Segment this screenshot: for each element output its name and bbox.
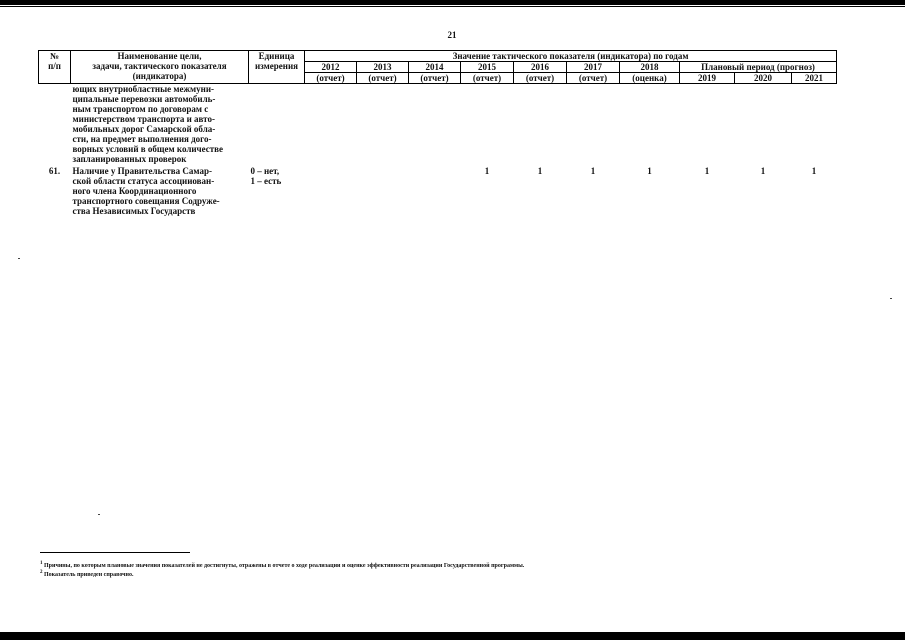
row-name	[71, 164, 249, 216]
row-name-line: ным транспортом по договорам с	[72, 104, 209, 114]
header-note-2014: (отчет)	[409, 73, 461, 84]
row-number	[39, 84, 71, 165]
scan-border-top	[0, 0, 905, 5]
value-2017	[567, 84, 620, 165]
header-note-2016: (отчет)	[514, 73, 567, 84]
value-2013	[357, 164, 409, 216]
header-note-2012: (отчет)	[305, 73, 357, 84]
row-name-line: Наличие у Правительства Самар-	[72, 166, 212, 176]
header-name: Наименование цели, задачи, тактического показателя (индикатора)	[71, 51, 249, 84]
row-number: 61.	[48, 166, 61, 176]
header-plan-2019: 2019	[680, 73, 735, 84]
value-2018: 1	[647, 166, 652, 176]
footnote-2	[40, 569, 134, 579]
footnote-text: Показатель приведен справочно.	[44, 572, 134, 578]
header-unit: Единица измерения	[249, 51, 305, 84]
row-unit-line: 0 – нет,	[250, 166, 280, 176]
row-unit-line: 1 – есть	[250, 176, 282, 186]
table-row	[39, 164, 837, 216]
value-2014	[409, 84, 461, 165]
header-plan-2020: 2020	[735, 73, 792, 84]
header-number: № п/п	[39, 51, 71, 84]
footnote-separator	[40, 552, 190, 553]
row-name-line: ципальные перевозки автомобиль-	[72, 94, 216, 104]
row-name-line: запланированных проверок	[72, 154, 187, 164]
value-2014	[409, 164, 461, 216]
scan-speck	[98, 514, 100, 515]
row-name-line: ства Независимых Государств	[72, 206, 196, 216]
indicator-table	[38, 50, 837, 216]
value-2012	[305, 164, 357, 216]
value-2018	[620, 84, 680, 165]
value-2021	[792, 84, 837, 165]
header-year-2015: 2015	[461, 62, 514, 73]
scan-border-top-thin	[0, 6, 905, 7]
scan-speck	[890, 298, 892, 299]
value-2013	[357, 84, 409, 165]
header-note-2015: (отчет)	[461, 73, 514, 84]
row-name-line: ного члена Координационного	[72, 186, 197, 196]
table-row	[39, 84, 837, 165]
header-note-2018: (оценка)	[620, 73, 680, 84]
row-name-line: ской области статуса ассоцииован-	[72, 176, 215, 186]
value-2020	[735, 84, 792, 165]
value-2017: 1	[590, 166, 596, 176]
row-name-line: сти, на предмет выполнения дого-	[72, 134, 212, 144]
header-year-2013: 2013	[357, 62, 409, 73]
row-name-line: транспортного совещания Содруже-	[72, 196, 220, 206]
row-unit	[249, 164, 305, 216]
value-2021: 1	[811, 166, 817, 176]
value-2016	[514, 84, 567, 165]
footnote-mark: 2	[40, 570, 43, 575]
value-2015	[461, 84, 514, 165]
value-2019: 1	[704, 166, 710, 176]
value-2015: 1	[484, 166, 490, 176]
header-year-2017: 2017	[567, 62, 620, 73]
scan-border-bottom	[0, 632, 905, 640]
value-2012	[305, 84, 357, 165]
header-plan-2021: 2021	[792, 73, 837, 84]
row-unit	[249, 84, 305, 165]
header-year-2016: 2016	[514, 62, 567, 73]
row-name-line: мобильных дорог Самарской обла-	[72, 124, 216, 134]
footnote-text: Причины, по которым плановые значения показателей не достигнуты, отражены в отчете о ходе реализации и оценке эффективности реализации Государственной программы.	[44, 563, 525, 569]
page-number: 21	[447, 30, 457, 40]
header-note-2013: (отчет)	[357, 73, 409, 84]
footnote-mark: 1	[40, 561, 43, 566]
header-values-group: Значение тактического показателя (индикатора) по годам	[305, 51, 837, 62]
header-plan-group: Плановый период (прогноз)	[680, 62, 837, 73]
header-year-2014: 2014	[409, 62, 461, 73]
row-name	[71, 84, 249, 165]
header-year-2018: 2018	[620, 62, 680, 73]
header-note-2017: (отчет)	[567, 73, 620, 84]
row-name-line: министерством транспорта и авто-	[72, 114, 215, 124]
row-name-line: ющих внутриобластные межмуни-	[72, 84, 215, 94]
scan-speck	[18, 258, 20, 259]
row-name-line: ворных условий в общем количестве	[72, 144, 224, 154]
value-2019	[680, 84, 735, 165]
value-2020: 1	[760, 166, 766, 176]
value-2016: 1	[537, 166, 543, 176]
header-year-2012: 2012	[305, 62, 357, 73]
